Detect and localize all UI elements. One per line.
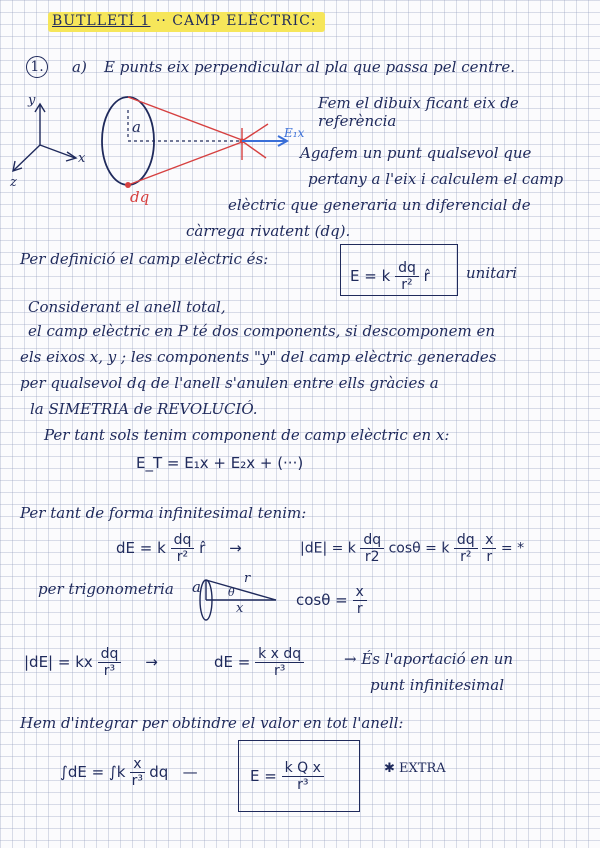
eq-arrow: → — [229, 539, 242, 557]
axis-x-label: x — [78, 151, 86, 166]
page-title: BUTLLETÍ 1 ·· CAMP ELÈCTRIC: — [48, 12, 325, 30]
int-den: r³ — [131, 773, 144, 789]
eq1-num: dq — [171, 532, 195, 549]
problem-part: a) — [72, 58, 87, 76]
int-lhs: ∫dE = ∫k — [60, 763, 126, 781]
extra-label: ✱ EXTRA — [384, 761, 446, 776]
de-den: r³ — [273, 663, 286, 679]
note-4: pertany a l'eix i calculem el camp — [308, 170, 564, 188]
definition-text: Per definició el camp elèctric és: — [20, 250, 269, 268]
para-line-6: Per tant sols tenim component de camp elèctric en x: — [44, 426, 450, 444]
note-5: elèctric que generaria un diferencial de — [228, 196, 531, 214]
de-num: k x dq — [255, 646, 304, 663]
para-line-4: per qualsevol dq de l'anell s'anulen entre ells gràcies a — [20, 374, 439, 392]
def-eq-den: r² — [401, 277, 413, 293]
title-main: BUTLLETÍ 1 — [52, 13, 151, 29]
eq2-num: dq — [360, 532, 384, 549]
eq2-num2: dq — [454, 532, 478, 549]
cos-lhs: cosθ = — [296, 591, 348, 609]
result-lhs: |dE| = kx — [24, 653, 93, 671]
result-den: r³ — [103, 663, 116, 679]
final-eq — [250, 760, 324, 793]
charge-label: dq — [130, 188, 150, 206]
result-arrow: → — [145, 653, 158, 671]
infinitesimal-intro: Per tant de forma infinitesimal tenim: — [20, 504, 307, 522]
final-num: k Q x — [282, 760, 324, 777]
def-eq-num: dq — [395, 260, 419, 277]
int-tail: dq — [149, 763, 169, 781]
result-note-1: → És l'aportació en un — [344, 650, 514, 668]
eq2-mid: cosθ = k — [388, 540, 450, 557]
eq2-tail: = * — [500, 540, 525, 557]
title-subtitle: CAMP ELÈCTRIC — [172, 13, 311, 29]
eq2-lhs: |dE| = k — [300, 540, 356, 557]
trig-text: per trigonometria — [38, 580, 174, 598]
integral-eq: ∫dE = ∫k $\frac{x}{\text{r³}}$ dq — — [60, 756, 198, 789]
final-den: r³ — [297, 777, 309, 793]
para-line-5: la SIMETRIA de REVOLUCIÓ. — [30, 400, 258, 418]
axis-z-label: z — [10, 175, 17, 190]
cos-equation — [296, 584, 367, 617]
trig-r: r — [244, 571, 251, 586]
def-eq-unit: r̂ — [423, 267, 430, 285]
def-eq-lhs: E = k — [350, 267, 391, 285]
para-line-1: Considerant el anell total, — [28, 298, 226, 316]
result-num: dq — [98, 646, 122, 663]
para-line-3: els eixos x, y ; les components "y" del camp elèctric generades — [20, 348, 497, 366]
trig-a: a — [192, 578, 201, 596]
final-lhs: E = — [250, 767, 277, 785]
result-note-2: punt infinitesimal — [370, 676, 505, 694]
problem-statement: E punts eix perpendicular al pla que passa pel centre. — [104, 58, 515, 76]
eq2-fnum: x — [482, 532, 496, 549]
radius-label: a — [132, 118, 141, 136]
trig-x: x — [236, 601, 244, 616]
eq1-lhs: dE = k — [116, 539, 166, 557]
field-label: E₁x — [284, 126, 305, 140]
eq2-den: r2 — [364, 549, 380, 565]
unit-note: unitari — [466, 264, 518, 282]
cos-den: r — [356, 601, 363, 617]
eq2-den2: r² — [460, 549, 472, 565]
trig-theta: θ — [228, 586, 235, 599]
eq1-den: r² — [176, 549, 189, 565]
eq2-fden: r — [486, 549, 493, 565]
note-3: Agafem un punt qualsevol que — [300, 144, 532, 162]
para-line-2: el camp elèctric en P té dos components, si descomponem en — [28, 322, 495, 340]
de-lhs: dE = — [214, 653, 251, 671]
note-6: càrrega rivatent (dq). — [186, 222, 351, 240]
eq1-unit: r̂ — [199, 539, 206, 557]
problem-number: 1. — [26, 56, 48, 78]
axis-y-label: y — [28, 93, 36, 108]
integration-text: Hem d'integrar per obtindre el valor en tot l'anell: — [20, 714, 404, 732]
cos-num: x — [353, 584, 367, 601]
note-2: referència — [318, 112, 397, 130]
note-1: Fem el dibuix ficant eix de — [318, 94, 519, 112]
int-num: x — [130, 756, 144, 773]
result-eq — [24, 646, 158, 679]
de-eq — [214, 646, 304, 679]
field-sum: E_T = E₁x + E₂x + (···) — [136, 454, 304, 472]
